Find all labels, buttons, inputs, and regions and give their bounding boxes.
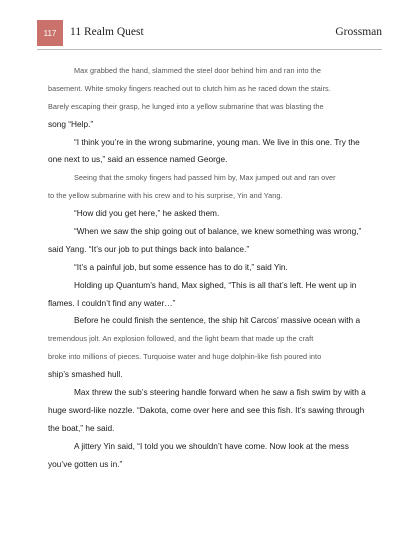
text-line: one next to us,” said an essence named George. — [48, 154, 228, 165]
text-line: “It’s a painful job, but some essence has to do it,” said Yin. — [74, 261, 288, 272]
text-line: “I think you’re in the wrong submarine, young man. We live in this one. Try the — [74, 136, 360, 147]
page-body — [48, 62, 372, 473]
running-header — [37, 20, 382, 46]
text-line: Before he could finish the sentence, the ship hit Carcos’ massive ocean with a — [74, 315, 361, 326]
text-line: broke into millions of pieces. Turquoise water and huge dolphin-like fish poured into — [48, 352, 322, 362]
text-line: ship’s smashed hull. — [48, 369, 123, 380]
page-number-badge: 117 — [37, 20, 63, 46]
text-line: huge sword-like nozzle. “Dakota, come over here and see this fish. It’s sawing through — [48, 404, 365, 415]
text-line: flames. I couldn’t find any water…” — [48, 297, 176, 308]
text-line: you’ve gotten us in.” — [48, 458, 123, 469]
text-line: “When we saw the ship going out of balance, we knew something was wrong,” — [74, 226, 362, 237]
book-title: 11 Realm Quest — [70, 26, 144, 38]
text-line: tremendous jolt. An explosion followed, and the light beam that made up the craft — [48, 334, 314, 344]
text-line: the boat,” he said. — [48, 422, 115, 433]
text-line: Max grabbed the hand, slammed the steel door behind him and ran into the — [74, 66, 321, 75]
text-line: basement. White smoky fingers reached out to clutch him as he raced down the stairs. — [48, 83, 331, 93]
text-line: “How did you get here,” he asked them. — [74, 208, 220, 219]
text-line: Max threw the sub’s steering handle forward when he saw a fish swim by with a — [74, 387, 366, 398]
text-line: Seeing that the smoky fingers had passed him by, Max jumped out and ran over — [74, 173, 336, 183]
text-line: to the yellow submarine with his crew and to his surprise, Yin and Yang. — [48, 191, 283, 201]
text-line: said Yang. “It’s our job to put things back into balance.” — [48, 243, 250, 254]
author-name: Grossman — [335, 26, 382, 38]
text-line: song “Help.” — [48, 118, 94, 129]
text-line: Holding up Quantum’s hand, Max sighed, “This is all that’s left. He went up in — [74, 279, 357, 290]
text-line: A jittery Yin said, “I told you we shouldn’t have come. Now look at the mess — [74, 440, 349, 451]
text-line: Barely escaping their grasp, he lunged into a yellow submarine that was blasting the — [48, 101, 324, 111]
header-rule — [37, 49, 382, 50]
